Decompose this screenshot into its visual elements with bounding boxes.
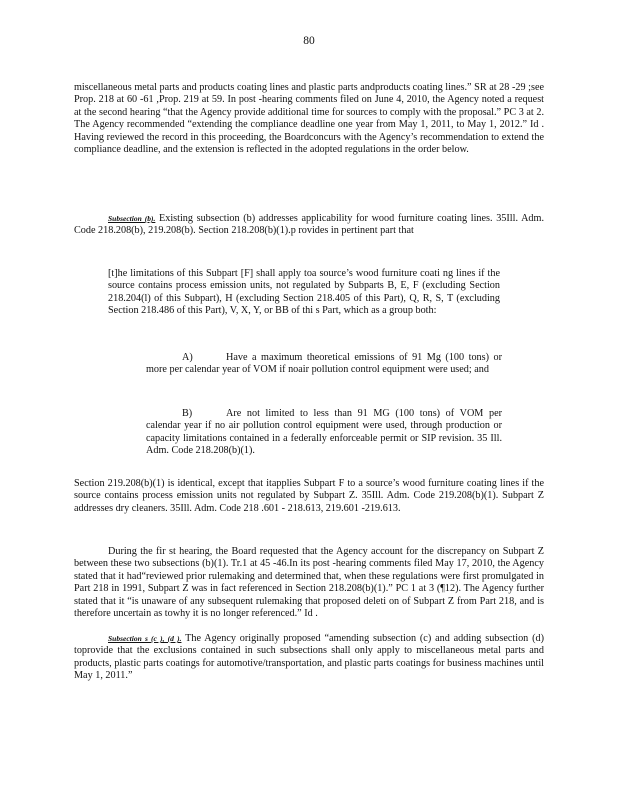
paragraph-section-219: Section 219.208(b)(1) is identical, except that itapplies Subpart F to a source’s wood furniture coating lines if the source contains process emission units not regulated by Subpart Z. 35Ill. Adm. Code 219.208(b)(1). Subpart Z addresses dry cleaners. 35Ill. Adm. Code 218 .601 - 218.613, 219.601 -219.613. — [74, 478, 544, 514]
paragraph-subsections-c-d — [74, 633, 544, 683]
list-item-a-text: Have a maximum theoretical emissions of 91 Mg (100 tons) or more per calendar year of VOM if noair pollution control equipment were used; and — [146, 352, 502, 376]
paragraph-first-hearing: During the fir st hearing, the Board requested that the Agency account for the discrepancy on Subpart Z between these two subsections (b)(1). Tr.1 at 45 -46.In its post -hearing comments filed May 17, 2010, the Agency stated that it had“reviewed prior rulemaking and determined that, when these regulations were first promulgated in Part 218 in 1991, Subpart Z was in fact referenced in Section 218.208(b)(1).” PC 1 at 3 (¶12). The Agency further stated that it “is unaware of any subsequent rulemaking that proposed deleti on of Subpart Z from Part 218, and is therefore uncertain as towhy it is no longer referenced.” Id . — [74, 546, 544, 620]
list-item-a — [146, 352, 502, 377]
block-quote-limitations: [t]he limitations of this Subpart [F] shall apply toa source’s wood furniture coati ng lines if the source contains process emission units, not regulated by Subparts B, E, F (excluding Section 218.204(l) of this Subpart), H (excluding Section 218.405 of this Part), Q, R, S, T (excluding Section 218.486 of this Part), V, X, Y, or BB of thi s Part, which as a group both: — [108, 268, 500, 317]
list-item-b — [146, 408, 502, 458]
subsection-b-text: Existing subsection (b) addresses applicability for wood furniture coating lines. 35Ill. Adm. Code 218.208(b), 219.208(b). Section 218.208(b)(1).p rovides in pertinent part that — [74, 213, 544, 237]
paragraph-compliance-deadline: miscellaneous metal parts and products coating lines and plastic parts andproducts coating lines.” SR at 28 -29 ;see Prop. 218 at 60 -61 ,Prop. 219 at 59. In post -hearing comments filed on June 4, 2010, the Agency noted a request at the second hearing “that the Agency provide additional time for sources to comply with the proposal.” PC 3 at 2. The Agency recommended “extending the compliance deadline one year from May 1, 2011, to May 1, 2012.” Id . Having reviewed the record in this proceeding, the Boardconcurs with the Agency’s recommendation to extend the compliance deadline, and the extension is reflected in the adopted regulations in the order below. — [74, 82, 544, 156]
list-item-b-label: B) — [182, 408, 193, 419]
list-item-b-text: Are not limited to less than 91 MG (100 tons) of VOM per calendar year if no air pollution control equipment were used, through production or capacity limitations contained in a federally enforceable permit or SIP revision. 35 Ill. Adm. Code 218.208(b)(1). — [146, 408, 502, 457]
list-item-a-label: A) — [182, 352, 193, 363]
page-number: 80 — [303, 35, 315, 47]
paragraph-subsection-b — [74, 213, 544, 238]
subsections-c-d-text: The Agency originally proposed “amending subsection (c) and adding subsection (d) toprovide that the exclusions contained in such subsections shall only apply to miscellaneous metal parts and products, plastic parts coatings for automotive/transportation, and plastic parts coatings for business machines until May 1, 2011.” — [74, 633, 544, 682]
subsection-b-heading: Subsection (b). — [108, 214, 156, 223]
subsections-c-d-heading: Subsection s (c ), (d ). — [108, 634, 182, 643]
